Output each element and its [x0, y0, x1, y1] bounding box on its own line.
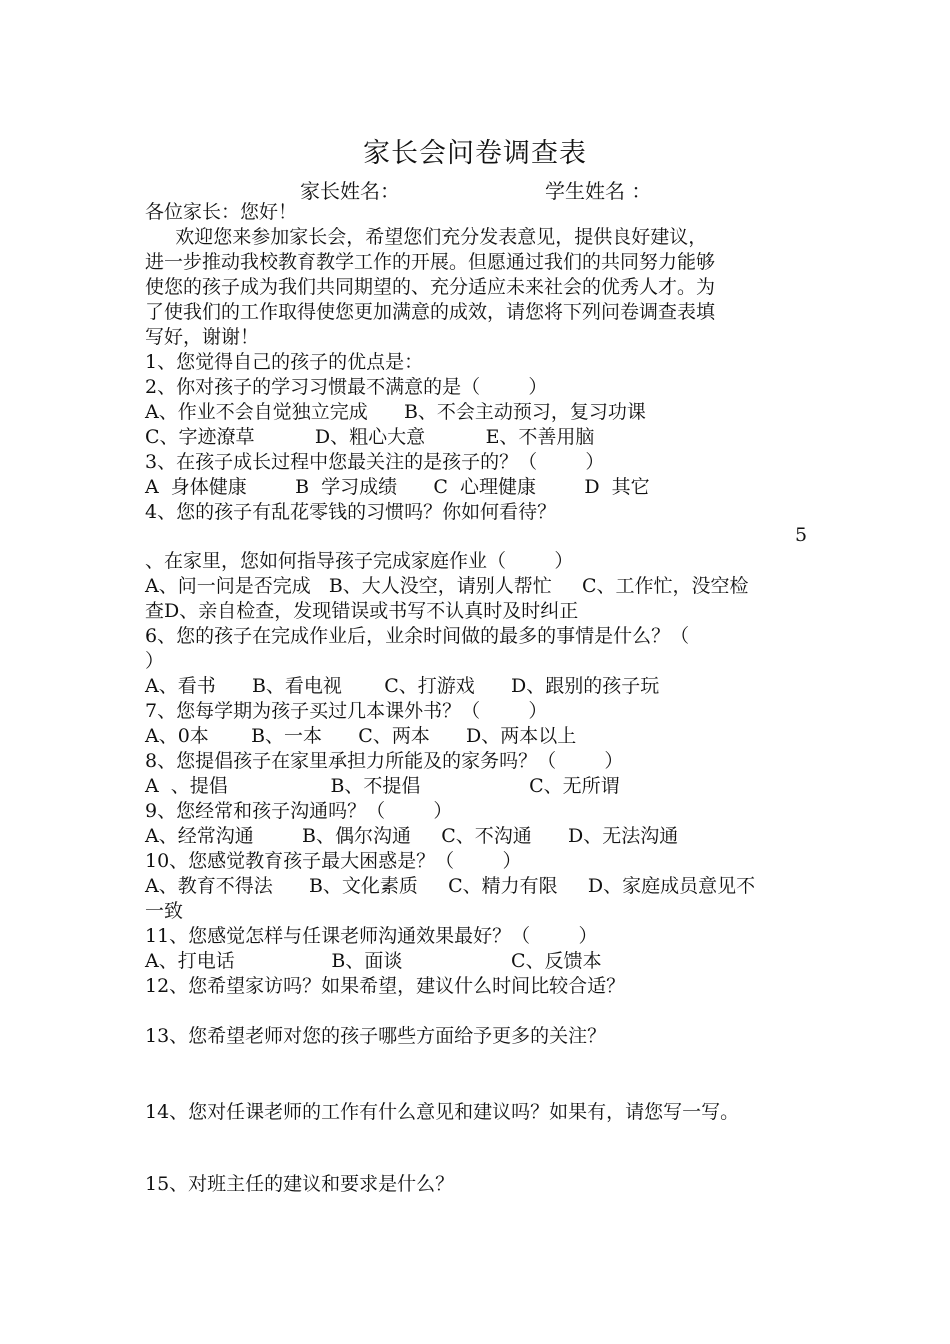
question-2-options: C、字迹潦草 D、粗心大意 E、不善用脑 [145, 426, 595, 448]
question-13: 13、您希望老师对您的孩子哪些方面给予更多的关注？ [145, 1025, 607, 1047]
greeting: 各位家长：您好！ [145, 201, 298, 223]
question-12: 12、您希望家访吗？如果希望，建议什么时间比较合适？ [145, 975, 626, 997]
question-3: 3、在孩子成长过程中您最关注的是孩子的？（ ） [145, 451, 605, 473]
question-6: 6、您的孩子在完成作业后，业余时间做的最多的事情是什么？（ [145, 625, 690, 647]
question-1: 1、您觉得自己的孩子的优点是： [145, 351, 424, 373]
question-10: 10、您感觉教育孩子最大困惑是？（ ） [145, 850, 522, 872]
question-4: 4、您的孩子有乱花零钱的习惯吗？你如何看待？ [145, 501, 557, 523]
page-title: 家长会问卷调查表 [363, 138, 587, 169]
question-15: 15、对班主任的建议和要求是什么？ [145, 1173, 455, 1195]
question-3-options: A 身体健康 B 学习成绩 C 心理健康 D 其它 [145, 476, 650, 498]
intro-line: 使您的孩子成为我们共同期望的、充分适应未来社会的优秀人才。为 [145, 276, 716, 298]
question-5: 、在家里，您如何指导孩子完成家庭作业（ ） [145, 550, 574, 572]
question-8: 8、您提倡孩子在家里承担力所能及的家务吗？（ ） [145, 750, 624, 772]
question-7: 7、您每学期为孩子买过几本课外书？（ ） [145, 700, 548, 722]
intro-line: 写好，谢谢！ [145, 326, 260, 348]
question-9-options: A、经常沟通 B、偶尔沟通 C、不沟通 D、无法沟通 [145, 825, 679, 847]
question-6-options: A、看书 B、看电视 C、打游戏 D、跟别的孩子玩 [145, 675, 660, 697]
question-5-options: 查D、亲自检查，发现错误或书写不认真时及时纠正 [145, 600, 579, 622]
question-7-options: A、0本 B、一本 C、两本 D、两本以上 [145, 725, 577, 747]
intro-line: 欢迎您来参加家长会，希望您们充分发表意见，提供良好建议， [145, 226, 708, 248]
question-10-options: A、教育不得法 B、文化素质 C、精力有限 D、家庭成员意见不 [145, 875, 756, 897]
question-11: 11、您感觉怎样与任课老师沟通效果最好？（ ） [145, 925, 598, 947]
question-5-options: A、问一问是否完成 B、大人没空，请别人帮忙 C、工作忙，没空检 [145, 575, 749, 597]
intro-line: 了使我们的工作取得使您更加满意的成效，请您将下列问卷调查表填 [145, 301, 716, 323]
question-8-options: A 、提倡 B、不提倡 C、无所谓 [145, 775, 620, 797]
question-11-options: A、打电话 B、面谈 C、反馈本 [145, 950, 602, 972]
question-14: 14、您对任课老师的工作有什么意见和建议吗？如果有，请您写一写。 [145, 1101, 740, 1123]
question-6-continuation: ） [145, 650, 165, 672]
parent-name-label: 家长姓名： [300, 179, 400, 203]
question-2-options: A、作业不会自觉独立完成 B、不会主动预习，复习功课 [145, 401, 646, 423]
question-10-options: 一致 [145, 900, 184, 922]
question-9: 9、您经常和孩子沟通吗？（ ） [145, 800, 453, 822]
student-name-label: 学生姓名 ： [545, 179, 652, 203]
question-2: 2、你对孩子的学习习惯最不满意的是（ ） [145, 376, 548, 398]
intro-line: 进一步推动我校教育教学工作的开展。但愿通过我们的共同努力能够 [145, 251, 716, 273]
question-5-number: 5 [795, 524, 808, 546]
